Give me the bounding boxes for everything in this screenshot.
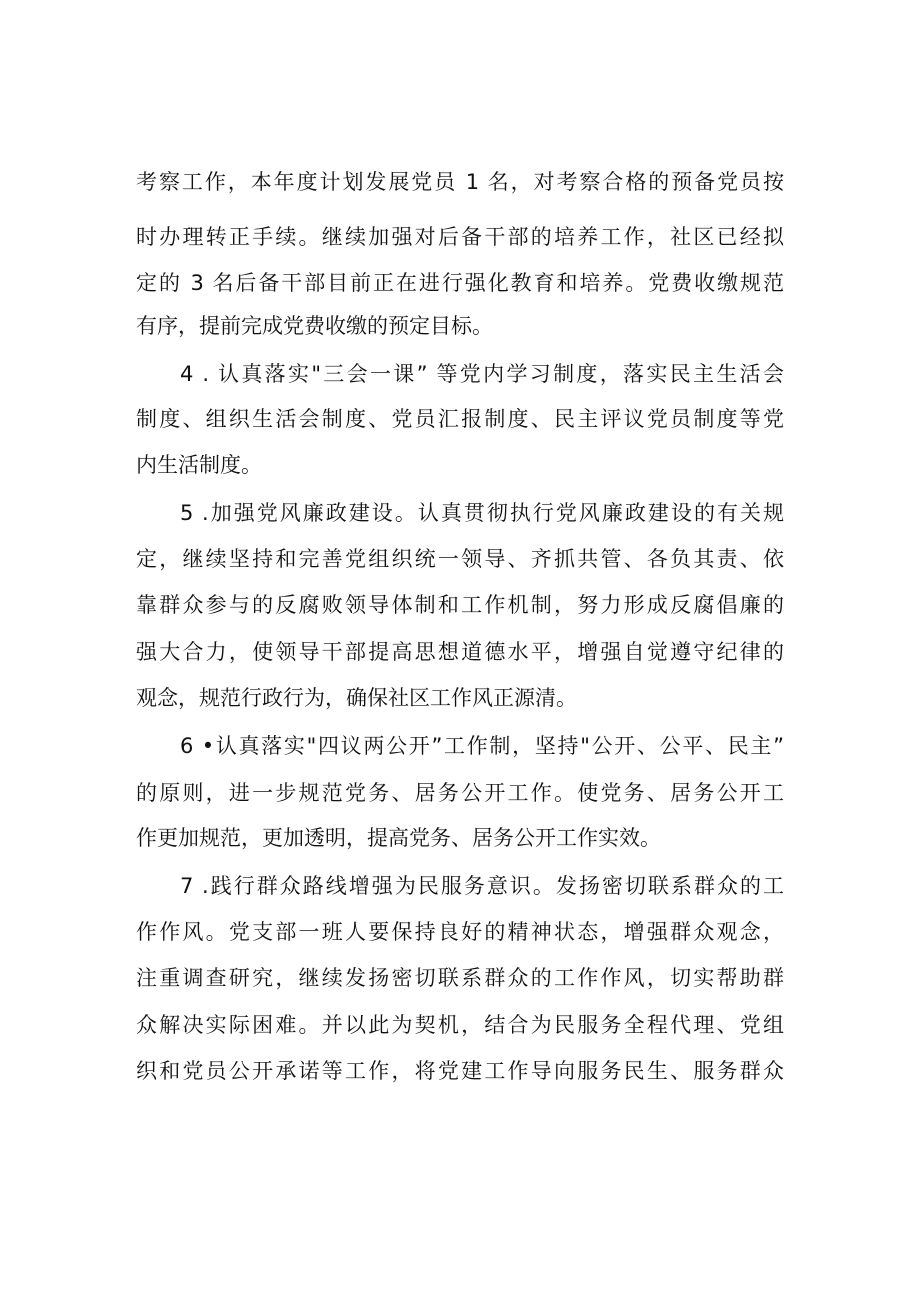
item-4-heading-line: 4 . 认真落实"三会一课” 等党内学习制度，落实民主生活会 (180, 362, 784, 386)
item-5-heading-line: 5 .加强党风廉政建设。认真贯彻执行党风廉政建设的有关规 (180, 501, 784, 525)
paragraph-line: 有序，提前完成党费收缴的预定目标。 (136, 314, 493, 338)
paragraph-line: 作作风。党支部一班人要保持良好的精神状态，增强群众观念， (136, 920, 784, 944)
paragraph-line: 的原则，进一步规范党务、居务公开工作。使党务、居务公开工 (136, 781, 784, 805)
paragraph-line: 内生活制度。 (136, 453, 262, 477)
paragraph-line: 制度、组织生活会制度、党员汇报制度、民主评议党员制度等党 (136, 407, 784, 431)
paragraph-line: 注重调查研究，继续发扬密切联系群众的工作作风，切实帮助群 (136, 966, 784, 990)
paragraph-line: 强大合力，使领导干部提高思想道德水平，增强自觉遵守纪律的 (136, 640, 784, 664)
paragraph-line: 考察工作，本年度计划发展党员 1 名，对考察合格的预备党员按 (136, 170, 784, 194)
item-7-heading-line: 7 .践行群众路线增强为民服务意识。发扬密切联系群众的工 (180, 874, 784, 898)
item-6-heading-line: 6 •认真落实"四议两公开”工作制，坚持"公开、公平、民主” (180, 734, 784, 758)
paragraph-line: 定的 3 名后备干部目前正在进行强化教育和培养。党费收缴规范 (136, 271, 784, 295)
paragraph-line: 作更加规范，更加透明，提高党务、居务公开工作实效。 (136, 826, 661, 850)
paragraph-line: 织和党员公开承诺等工作，将党建工作导向服务民生、服务群众 (136, 1059, 784, 1083)
paragraph-line: 靠群众参与的反腐败领导体制和工作机制，努力形成反腐倡廉的 (136, 593, 784, 617)
paragraph-line: 观念，规范行政行为，确保社区工作风正源清。 (136, 686, 577, 710)
paragraph-line: 时办理转正手续。继续加强对后备干部的培养工作，社区已经拟 (136, 225, 784, 249)
paragraph-line: 定，继续坚持和完善党组织统一领导、齐抓共管、各负其责、依 (136, 547, 784, 571)
paragraph-line: 众解决实际困难。并以此为契机，结合为民服务全程代理、党组 (136, 1013, 784, 1037)
